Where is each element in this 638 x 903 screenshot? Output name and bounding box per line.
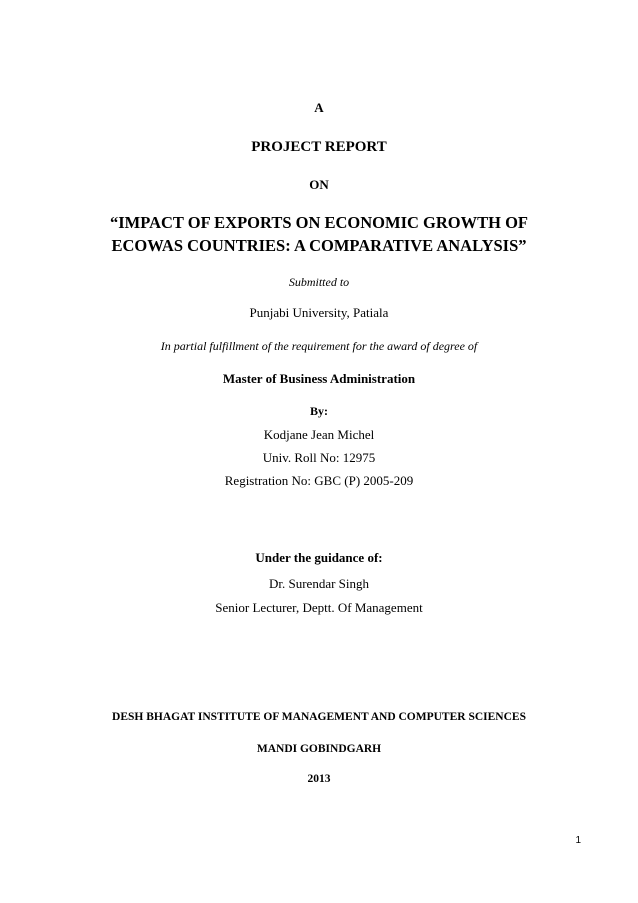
- report-on: ON: [309, 177, 329, 192]
- report-article: A: [314, 100, 324, 115]
- author-roll-no: Univ. Roll No: 12975: [262, 450, 376, 465]
- institute-name: DESH BHAGAT INSTITUTE OF MANAGEMENT AND COMPUTER SCIENCES: [112, 711, 526, 723]
- institute-location: MANDI GOBINDGARH: [256, 743, 382, 755]
- university-name: Punjabi University, Patiala: [249, 305, 389, 320]
- guide-title: Senior Lecturer, Deptt. Of Management: [215, 600, 423, 615]
- report-title-line2: ECOWAS COUNTRIES: A COMPARATIVE ANALYSIS”: [111, 236, 527, 255]
- submitted-to-label: Submitted to: [288, 275, 350, 289]
- report-year: 2013: [307, 773, 331, 785]
- report-title-line1: “IMPACT OF EXPORTS ON ECONOMIC GROWTH OF: [109, 213, 529, 232]
- fulfillment-text: In partial fulfillment of the requirement for the award of degree of: [160, 339, 478, 353]
- by-label: By:: [310, 404, 328, 418]
- guidance-label: Under the guidance of:: [255, 550, 383, 565]
- guide-name: Dr. Surendar Singh: [268, 576, 370, 591]
- page-number: 1: [575, 835, 581, 846]
- degree-name: Master of Business Administration: [222, 371, 416, 386]
- report-heading: PROJECT REPORT: [251, 139, 387, 155]
- author-name: Kodjane Jean Michel: [263, 427, 375, 442]
- author-registration-no: Registration No: GBC (P) 2005-209: [224, 473, 414, 488]
